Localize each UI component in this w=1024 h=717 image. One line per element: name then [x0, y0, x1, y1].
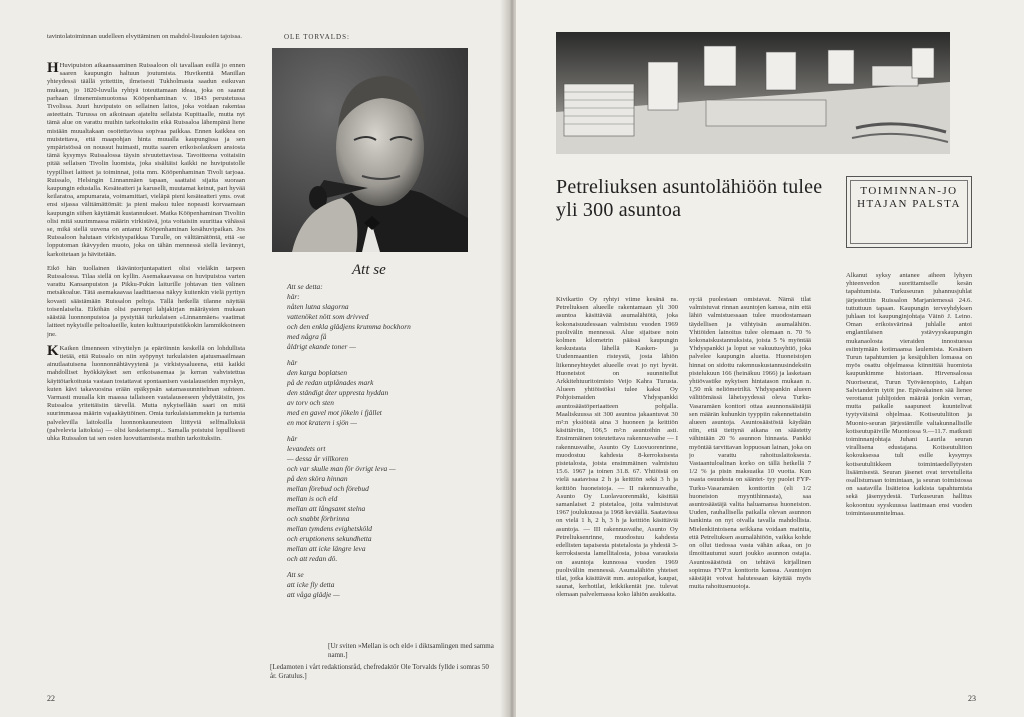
poem-line: här — [287, 358, 298, 367]
poem-line: på den sköra hinnan — [287, 474, 348, 483]
article-column-2 — [689, 296, 811, 706]
poem-line: med en gavel mot jökeln i fjället — [287, 408, 382, 417]
photo-author-label: OLE TORVALDS: — [284, 33, 350, 41]
poem-line: här — [287, 434, 298, 443]
article-column-2-text: oy:tä puolestaan omistavat. Nämä tilat valmistuvat rinnan asuntojen kanssa, niin että lähiö valmistuessaan tulee muodostamaan täydellisen ja viihtyisän asumalähiön. Yhtiöiden lainoitus tulee olemaan n. 70 % kokonaiskustannuksista, joista 5 % myöntää Yhdyspankki ja loput se vakuutusyhtiö, joka palvelee kaupungin aluetta. Huoneistojen hinnat on sidottu rakennuskustannusindeksiin pistelukuun 166 (heinäkuu 1966) ja lasketaan yhtiövastike nykyisen hintatason mukaan n. 1,50 mk neliömetriltä. Yhdyspankin alueen välittömässä läheisyydessä oleva Turku-Vasaramäen konttori ottaa asunnonsäästäjiä sen määrän kuhunkin tyyppiin rakennettaisiin alueen asuntoja. Asuntosäästöstä käydään niin, että tiettynä aikana on säästetty vähintään 20 % asunnon hinnasta. Pankki myöntää tarvittavan loppuosan lainan, joka on jo varattu rahoituslaitoksesta. Vastaantuloalinan korko on tällä hetkellä 7 1/2 % ja pisin maksuaika 10 vuotta. Kun osasta osuudesta on sääntet- tyy puolet FYP-Turku-Vasaramäen konttoriin (eli 1/2 huoneiston myyntihinnasta), saa asuntosäästäjä valita haluamansa huoneiston. Uuden, rauhallisella paikalla olevan asunnon hankinta on nyt oivalla tavalla mahdollista. Mielenkiintoisena seikkana voidaan mainita, että Petreliuksen asumalähiöön, vaikka kohde on ollut tiedossa vasta vähän aikaa, on jo ilmoittautunut suuri joukko asunnon ostajia. Asuntosäästöstä on tehtävä kirjallinen sopimus FYP:n konttorin kanssa. Asuntojen säästäjät voivat halutessaan käyttää myös muita rahoitusmuotoja. — [689, 296, 811, 591]
poem-line: av torv och sten — [287, 398, 334, 407]
poem-line: åldrigt ekande toner — — [287, 342, 356, 351]
poem-line: mellan is och eld — [287, 494, 338, 503]
headline-line-2: yli 300 asuntoa — [556, 199, 682, 221]
left-column-text — [47, 62, 245, 706]
poem-line: den karga boplatsen — [287, 368, 348, 377]
poem-line: mellan förebud och förebud — [287, 484, 369, 493]
housing-model-image — [556, 32, 950, 154]
poem-line: och eruptionens sekundhetta — [287, 534, 372, 543]
paragraph-1: H Huvipuiston aikaansaaminen Ruissaloon oli tavallaan esillä jo ennen saaren kaupungin haltuun joutumista. Huvikenttä Manillan yhteydessä täällä yritettiin, ilmeisesti Tukholmasta saadun esikuvan mukaan, jo 1820-luvulla ryhtyä toteuttamaan ideaa, joka on saanut parhaan ilmenemismuotonsa Kööpenhaminan v. 1843 perustetussa Tivolissa. Juuri huvipuisto on sellainen laitos, joka voidaan rakentaa asteettain. Turussa on aikoinaan ajateltu sellaista Kupittaalle, mutta nyt tämä alue on varattu muihin tarkoituksiin eikä Ruissaloa lähempänä liene mistään muualtakaan osoitettavissa sopivaa paikkaa. Ennen kaikkea on muistettava, että maapohjan hinta muualla kaupungissa ja sen ympäristössä on noussut huimasti, mutta saaren erikoisolauksen ansiosta tämä kysymys Ruissalossa täysin sivuutettavissa. Tavoitteena voitaisiin pitää sellaisen Tivolin luomista, joka sisältäisi kaikki ne huvipuistolle tyypilliset laitteet ja toiminnat, joita mm. Kööpenhaminan Tivoli tarjoaa. Ruissalo, Helsingin Linnanmäen tapaan, saattaisi sijaita suoraan kaupungin edustalla. Kesäteatteri ja karuselli, muutamat keinut, pari hyvää keilaratoa, ampumarata, voimamittari, vieläpä pieni kesäteatteri yms. ovat ensi sijassa välttämättömät: ja pieni maksu tulee nopeasti korvaamaan kaupungin siihen käyttämät kustannukset. Matka Kööpenhaminan Tivoliin olisi mitä suurimmassa määrin virkistävä, jota voitaisiin suurittaa vähässä se, mikä siellä uuvena on antanut Kööpenhaminan kesähuvipaikan. Jos Ruissaloon halutaan virkistyspaikkaa Turulle, on välttämätöntä, että -se lopputoman ikävyyden muoto, joka on tähän mennessä siellä levännyt, karkoitetaan ja hävitetään. — [47, 62, 245, 258]
poem-line: och den enkla glädjens krumma bockhorn — [287, 322, 411, 331]
poem-line: mellan tymdens evighetsköld — [287, 524, 372, 533]
article-column-1-text: Kivikartio Oy ryhtyi viime kesänä ns. Petreliuksen alueelle rakentamaan yli 300 asuntoa käsittävää asumalähiötä, joka kokonaisuudessaan valmistuu vuoden 1969 puolivälin mennessä. Alue sijaitsee noin kolmen kilometrin päässä kaupungin keskustasta lähellä Kasken- ja Uudenmaantien risteystä, josta lähiön liikenneyhteydet alueelle ovat jo nyt hyvät. Huoneistot on suunnitellut Arkkitehtuuritoimisto Veijo Kahra Turusta. Alueen yhtiöistöksi tulee kaksi Oy Pohjoismaiden Yhdyspankki asuntosäästöperiaatteen pohjalla. Maaliskuussa sit 300 asuntoa jakaantuvat 30 m²:n yksiöistä aina 3 huoneen ja keittiön käsittäviin, 106,5 m²:n asuntoihin asti. Ensimmäinen toteutettava rakennusvaihe — I rakennusvaihe, Asunto Oy Luovuorenrinne, muodostuu kahdesta 8-kerroksisesta pistetalosta, joista ensimmäinen valmistuu 15.6. 1967 ja toinen 31.8. 67. Yhtiöistä on vielä saatavissa 2 h ja keittiön sekä 3 h ja keittiön huoneistoja. — II rakennusvaihe, Asunto Oy Luolavuorenmäki, käsittää samanlaiset 2 pistetaloa, joita valmistuvat 1967 joulukuussa ja 1968 keväällä. Saatavissa on vielä 1 h, 2 h, 3 h ja keittiön käsittäviä asuntoja. — III rakennusvaihe, Asunto Oy Petreliuksenrinne, muodostuu kahdesta edellisten tapaisesta pistetalosta ja yhdestä 3-kerroksisesta lamellitalosta, joissa varauksia on asuntoja kunnossa vuoden 1969 puoliväliin mennessä. Asumalähiön yhteiset tilat, jotka käsittävät mm. autopaikat, kaupat, saunat, kerhotilat, leikkikentät jne. tulevat olemaan palvelemassa koko lähiön asukkaita. — [556, 296, 678, 599]
page-number-left: 22 — [47, 694, 55, 703]
poem-line: en mot kratern i sjön — — [287, 418, 358, 427]
poem-line: på de redan utplånades mark — [287, 378, 374, 387]
poem-line: och snabbt förbrinna — [287, 514, 350, 523]
top-line-text: tavintolatoiminnan uudelleen elvyttäminen on mahdol-lisuuksien tajoissa. — [47, 33, 242, 40]
paragraph-3-text: Kaiken ilmenneen viivyttelyn ja epäröinnin keskellä on lohdullista tietää, että Ruissalo on niin syöpynyt turkulaisten ajatusmaailmaan ainutlaatuisena luonnonnähtävyytenä ja virkistysalueena, että kaikki mahdolliset hyökkäykset sen erikoisasemaa ja kerran vahvistettua käyttötarkoitusta vastaan tostattavat spontaanisen vastalauseiden myrskyn, kuten kävi takavuosina erään epäkypsän satamasuunnitelman suhteen. Varmasti muualla kin maassa tallaiseen vastalauseeseen yhdyttäisiin, jos Ruissaloa yritettäisiin tärvellä. Mutta nykyisellään saari on mitä suurimmassa määrin vajaakäyttöinen. Omia turkulaisiammekin ja turismia palvelevilla laitoksilla luonnonkauneuteen liittyviä selfmalluksiä (palvelevia laitoksia) — olisi keskeisempi... Samalla poistuisi lopullisesti uhka Ruissalon tai sen osien luovuttamisesta muihin tarkoituksiin. — [47, 344, 245, 442]
editor-footnote: [Ledamoten i vårt redaktionsråd, chefredaktör Ole Torvalds fyllde i somras 50 år. Gratulus.] — [270, 663, 489, 680]
column-title: TOIMINNAN-JOHTAJAN PALSTA — [857, 185, 961, 210]
poem-line: och var skulle man för övrigt leva — — [287, 464, 396, 473]
poem-line: med några få — [287, 332, 327, 341]
right-page — [516, 0, 1024, 717]
headline-line-1: Petreliuksen asuntolähiöön tulee — [556, 176, 823, 198]
paragraph-1-text: Huvipuiston aikaansaaminen Ruissaloon oli tavallaan esillä jo ennen saaren kaupungin haltuun joutumista. Huvikenttä Manillan yhteydessä täällä yritettiin, ilmeisesti Tukholmasta saadun esikuvan mukaan, jo 1820-luvulla ryhtyä toteuttamaan ideaa, joka on saanut parhaan ilmenemismuotonsa Kööpenhaminan v. 1843 perustetussa Tivolissa. Juuri huvipuisto on sellainen laitos, joka voidaan rakentaa asteettain. Turussa on aikoinaan ajateltu sellaista Kupittaalle, mutta nyt tämä alue on varattu muihin tarkoituksiin eikä Ruissaloa lähempänä liene mistään muualtakaan osoitettavissa sopivaa paikkaa. Ennen kaikkea on muistettava, että maapohjan hinta muualla kaupungissa ja sen ympäristössä on noussut huimasti, mutta saaren erikoisolauksen ansiosta tämä kysymys Ruissalossa täysin sivuutettavissa. Tavoitteena voitaisiin pitää sellaisen Tivolin luomista, joka sisältäisi kaikki ne huvipuistolle tyypilliset laitteet ja toiminnat, joita mm. Kööpenhaminan Tivoli tarjoaa. Ruissalo, Helsingin Linnanmäen tapaan, saattaisi sijaita suoraan kaupungin edustalla. Kesäteatteri ja karuselli, muutamat keinut, pari hyvää keilaratoa, ampumarata, voimamittari, vieläpä pieni kesäteatteri yms. ovat ensi sijassa välttämättömät: ja pieni maksu tulee nopeasti korvaamaan kaupungin siihen käyttämät kustannukset. Matka Kööpenhaminan Tivoliin olisi mitä suurimmassa määrin virkistävä, jota voitaisiin suurittaa vähässä se, mikä siellä uuvena on antanut Kööpenhaminan kesähuvipaikan. Jos Ruissaloon halutaan virkistyspaikkaa Turulle, on välttämätöntä, että -se lopputoman ikävyyden muoto, joka on tähän mennessä siellä levännyt, karkoitetaan ja hävitetään. — [47, 62, 245, 258]
poem-line: levandets ort — [287, 444, 326, 453]
poem-line: mellan att långsamt stelna — [287, 504, 366, 513]
left-top-line — [47, 33, 245, 53]
left-page — [0, 0, 508, 717]
poem-title: Att se — [352, 262, 386, 278]
poem-line: vattenöket nött som drivved — [287, 312, 369, 321]
poem-line: och att redan dö. — [287, 554, 338, 563]
article-column-3 — [846, 272, 972, 706]
housing-model-photo — [556, 32, 950, 154]
page-number-right: 23 — [968, 694, 976, 703]
poem-line: att icke fly detta — [287, 580, 335, 589]
poem-line: Att se detta: — [287, 282, 323, 291]
poem-body — [287, 282, 487, 600]
poem-source-note: [Ur sviten »Mellan is och eld« i diktsamlingen med samma namn.] — [328, 642, 494, 659]
poem-line: här: — [287, 292, 300, 301]
portrait-photo-image — [272, 48, 468, 252]
poem-line: att våga glädje — — [287, 590, 340, 599]
article-column-3-text: Alkanut syksy antanee aiheen lyhyen yhteenvedon suorittamiselle kesän tapahtumista. Turkuseuran juhannusjuhlat järjestettiin Ruissalon Marjaniemessä 24.6. tuttuttuun tapaan. Kaupungin terveyhdyksen juhlaan toi kaupunginjohtaja Väinö J. Leino. Oman erikoisvärinsä juhlalle antoi englantilaisen ystävyyskaupungin mukanaolosta vieraiden innostuessa esiintymään kotimaansa laulemista. Kesäisen Turun tapahtumien ja kesäjuhlien lomassa on myös osattu ohjelmassa kiinnittää huomiota kaupunkimme historiaan. Hirvensalossa Nuoriseurat, Turun Työväenopisto, Lahjan Salvianderin tytöt jne. Epävakainen sää lienee verottanut juhlijoiden määrää jonkin verran, mutta paikalle saapuneet kuuntelivat tyytyväisinä ohjelmaa. Kotiseutuliiton ja Muonio-seuran järjestämille valtakunnallisille kotiseutupäiville Muoniossa 9.—11.7. matkusti toiminnanjohtaja Juhani Laurila seuran virallisena edustajana. Kotiseutuliiton kokouksessa tuli esille kysymys kotiseutuliikkeen toimintaedellytysten lisäämisestä. Seuran jäsenet ovat tervetulleita osallistumaan toimintaan, ja seuran toimistossa on saatavilla lisätietoa kaikista tapahtumista sekä jäsenyydestä. Turkuseuran hallitus kokoontuu syyskuussa laatimaan ensi vuoden toimintasuunnitelmaa. — [846, 272, 972, 517]
poem-line: den ständigt åter uppresta hyddan — [287, 388, 389, 397]
column-title-box — [846, 176, 972, 248]
poem-line: nåten lutna slagorna — [287, 302, 349, 311]
poem-line: mellan att icke längre leva — [287, 544, 366, 553]
portrait-photo — [272, 48, 468, 252]
paragraph-2: Eikö hän tuollainen ikäväntorjuntapatteri olisi vieläkin tarpeen Ruissalossa. Tilaa siellä on kyllin. Asemakaavassa on huvipuistoa varten varattu Kansanpuiston ja Pikku-Pukin laiturille johtavan tien välinen metsäkoalue. Tätä asemakaavaa laadittaessa näkyy kuitenkin vielä pyrityn kovasti säästämään Ruissalon peltoja. Tällä hetkellä tilanne näyttää toisenlaiselta. Eiköhän olisi parempi lahjakirjan määräysten mukaan säästää luonnonpuistoa ja pystyttää turkulaisen »Linnanmäen« vaatimat laitteet nykyisille peltoalueille, kuten kulttuuripuistikkokin lammikkoineen jne. — [47, 264, 245, 338]
article-column-1 — [556, 296, 678, 706]
poem-line: Att se — [287, 570, 304, 579]
article-headline — [556, 176, 836, 222]
paragraph-3: K Kaiken ilmenneen viivyttelyn ja epäröinnin keskellä on lohdullista tietää, että Ruissalo on niin syöpynyt turkulaisten ajatusmaailmaan ainutlaatuisena luonnonnähtävyytenä ja virkistysalueena, että kaikki mahdolliset hyökkäykset sen erikoisasemaa ja kerran vahvistettua käyttötarkoitusta vastaan tostattavat spontaanisen vastalauseiden myrskyn, kuten kävi takavuosina erään epäkypsän satamasuunnitelman suhteen. Varmasti muualla kin maassa tallaiseen vastalauseeseen yhdyttäisiin, jos Ruissaloa yritettäisiin tärvellä. Mutta nykyisellään saari on mitä suurimmassa määrin vajaakäyttöinen. Omia turkulaisiammekin ja turismia palvelevilla laitoksilla luonnonkauneuteen liittyviä selfmalluksiä (palvelevia laitoksia) — olisi keskeisempi... Samalla poistuisi lopullisesti uhka Ruissalon tai sen osien luovuttamisesta muihin tarkoituksiin. — [47, 342, 245, 442]
poem-line: — dessa år villkoren — [287, 454, 349, 463]
